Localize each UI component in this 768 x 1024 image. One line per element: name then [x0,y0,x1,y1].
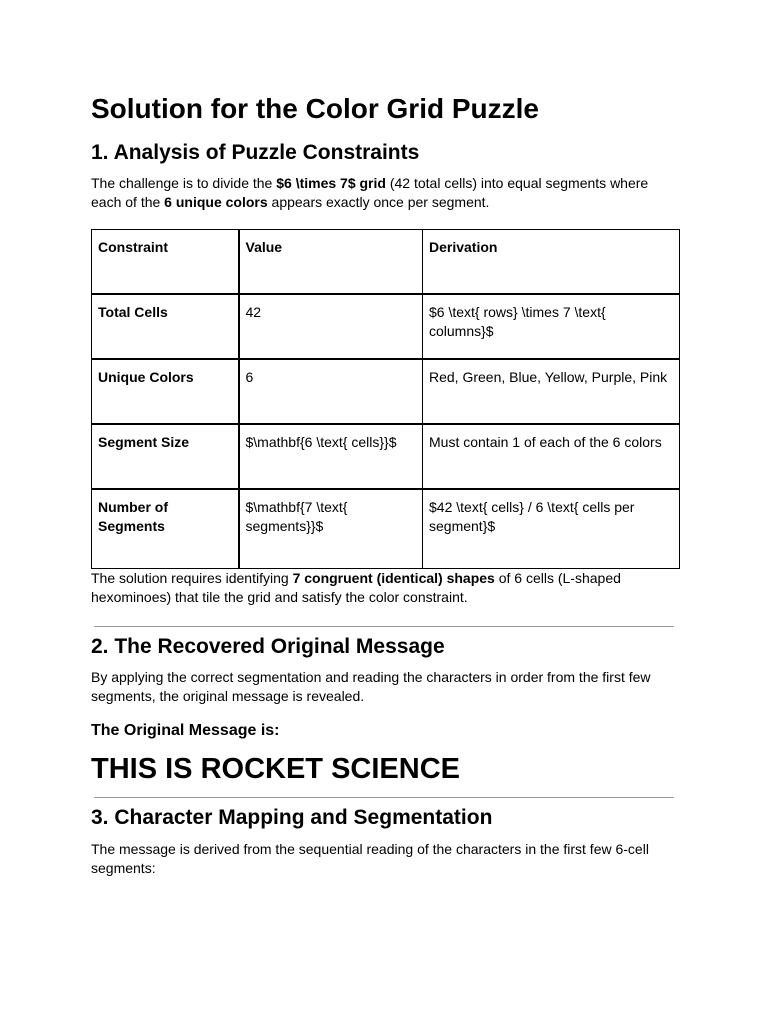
section-divider [94,626,674,627]
section-heading-mapping: 3. Character Mapping and Segmentation [91,806,493,829]
table-cell: Must contain 1 of each of the 6 colors [423,424,680,489]
table-cell: Unique Colors [92,359,239,424]
table-cell: Red, Green, Blue, Yellow, Purple, Pink [423,359,680,424]
original-message: THIS IS ROCKET SCIENCE [91,753,460,785]
table-header-cell: Derivation [423,230,680,295]
outro-bold-text: 7 congruent (identical) shapes [292,570,495,586]
intro-text: (42 total cells) into equal segments where each of the [91,175,649,210]
page-title: Solution for the Color Grid Puzzle [91,93,539,124]
table-header-cell: Constraint [92,230,239,295]
table-row [92,359,680,424]
section-heading-message: 2. The Recovered Original Message [91,635,445,658]
table-cell: 42 [239,294,423,359]
section-divider [94,797,674,798]
document-content [91,92,679,878]
intro-text: The challenge is to divide the [91,175,277,191]
intro-bold-text: $6 \times 7$ grid [276,175,386,191]
table-cell: Total Cells [92,294,239,359]
intro-bold-text: 6 unique colors [164,194,268,210]
intro-text: appears exactly once per segment. [267,194,490,210]
table-header-row [92,230,680,295]
table-cell: $42 \text{ cells} / 6 \text{ cells per segment}$ [423,489,680,569]
table-header-cell: Value [239,230,423,295]
section-intro-paragraph [91,174,679,212]
table-cell: Segment Size [92,424,239,489]
table-cell: $\mathbf{7 \text{ segments}}$ [239,489,423,569]
table-row [92,489,680,569]
table-row [92,294,680,359]
outro-text: of 6 cells (L-shaped hexominoes) that tile the grid and satisfy the color constraint. [91,570,621,605]
table-cell: $\mathbf{6 \text{ cells}}$ [239,424,423,489]
table-cell: 6 [239,359,423,424]
section-intro-paragraph: The message is derived from the sequential reading of the characters in the first few 6-cell segments: [91,841,649,876]
message-subheading: The Original Message is: [91,722,280,739]
constraints-table [91,229,680,569]
table-cell: $6 \text{ rows} \times 7 \text{ columns}$ [423,294,680,359]
section-outro-paragraph [91,569,679,607]
section-heading-analysis: 1. Analysis of Puzzle Constraints [91,141,420,164]
table-row [92,424,680,489]
outro-text: The solution requires identifying [91,570,293,586]
table-cell: Number of Segments [92,489,239,569]
section-intro-paragraph: By applying the correct segmentation and reading the characters in order from the first few segments, the original message is revealed. [91,669,651,704]
